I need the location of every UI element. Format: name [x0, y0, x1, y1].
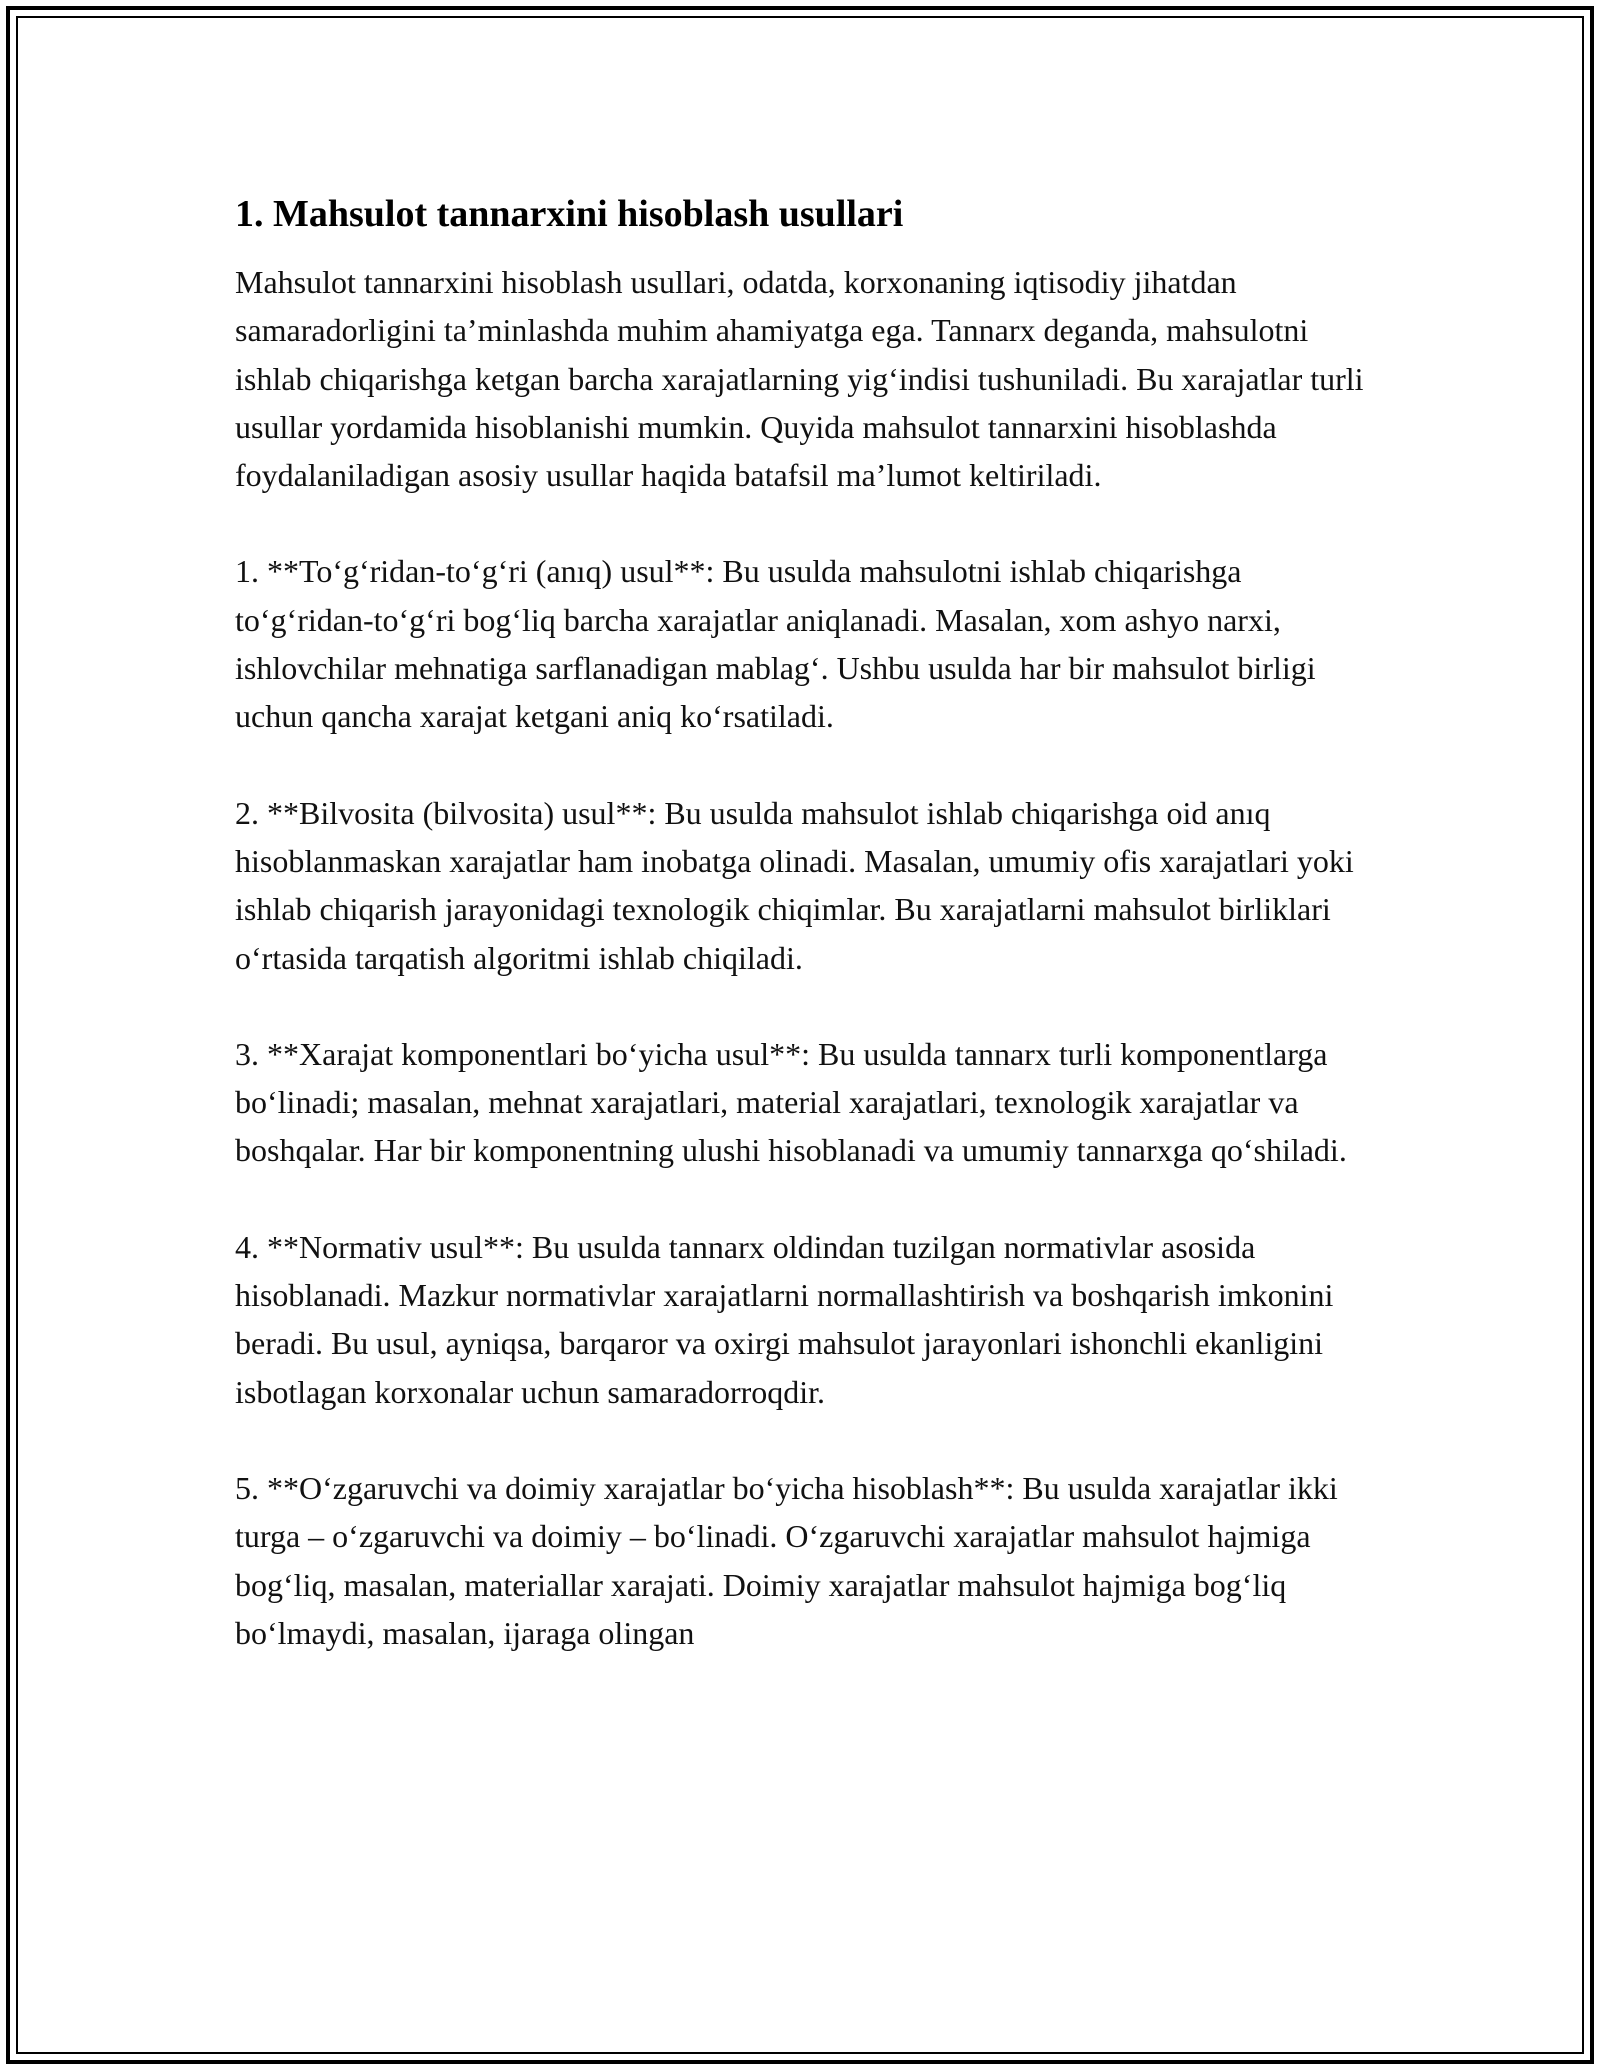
method-paragraph-direct: 1. **To‘g‘ridan-to‘g‘ri (anıq) usul**: Bu usulda mahsulotni ishlab chiqarishga to‘g‘ridan-to‘g‘ri bog‘liq barcha xarajatlar aniqlanadi. Masalan, xom ashyo narxi, ishlovchilar mehnatiga sarflanadigan mablag‘. Ushbu usulda har bir mahsulot birligi uchun qancha xarajat ketgani aniq ko‘rsatiladi.	[235, 553, 1316, 735]
method-paragraph-indirect: 2. **Bilvosita (bilvosita) usul**: Bu usulda mahsulot ishlab chiqarishga oid anıq hisoblanmaskan xarajatlar ham inobatga olinadi. Masalan, umumiy ofis xarajatlari yoki ishlab chiqarish jarayonidagi texnologik chiqimlar. Bu xarajatlarni mahsulot birliklari o‘rtasida tarqatish algoritmi ishlab chiqiladi.	[235, 794, 1354, 976]
section-heading: 1. Mahsulot tannarxini hisoblash usullari	[235, 193, 904, 235]
method-paragraph-normative: 4. **Normativ usul**: Bu usulda tannarx oldindan tuzilgan normativlar asosida hisoblanadi. Mazkur normativlar xarajatlarni normallashtirish va boshqarish imkonini beradi. Bu usul, ayniqsa, barqaror va oxirgi mahsulot jarayonlari ishonchli ekanligini isbotlagan korxonalar uchun samaradorroqdir.	[235, 1228, 1334, 1410]
method-paragraph-variable-fixed: 5. **O‘zgaruvchi va doimiy xarajatlar bo‘yicha hisoblash**: Bu usulda xarajatlar ikki turga – o‘zgaruvchi va doimiy – bo‘linadi. O‘zgaruvchi xarajatlar mahsulot hajmiga bog‘liq, masalan, materiallar xarajati. Doimiy xarajatlar mahsulot hajmiga bog‘liq bo‘lmaydi, masalan, ijaraga olingan	[235, 1469, 1338, 1651]
document-body	[235, 188, 1375, 1705]
method-paragraph-components: 3. **Xarajat komponentlari bo‘yicha usul**: Bu usulda tannarx turli komponentlarga bo‘linadi; masalan, mehnat xarajatlari, material xarajatlari, texnologik xarajatlar va boshqalar. Har bir komponentning ulushi hisoblanadi va umumiy tannarxga qo‘shiladi.	[235, 1035, 1347, 1169]
intro-paragraph: Mahsulot tannarxini hisoblash usullari, odatda, korxonaning iqtisodiy jihatdan samaradorligini ta’minlashda muhim ahamiyatga ega. Tannarx deganda, mahsulotni ishlab chiqarishga ketgan barcha xarajatlarning yig‘indisi tushuniladi. Bu xarajatlar turli usullar yordamida hisoblanishi mumkin. Quyida mahsulot tannarxini hisoblashda foydalaniladigan asosiy usullar haqida batafsil ma’lumot keltiriladi.	[235, 264, 1364, 494]
